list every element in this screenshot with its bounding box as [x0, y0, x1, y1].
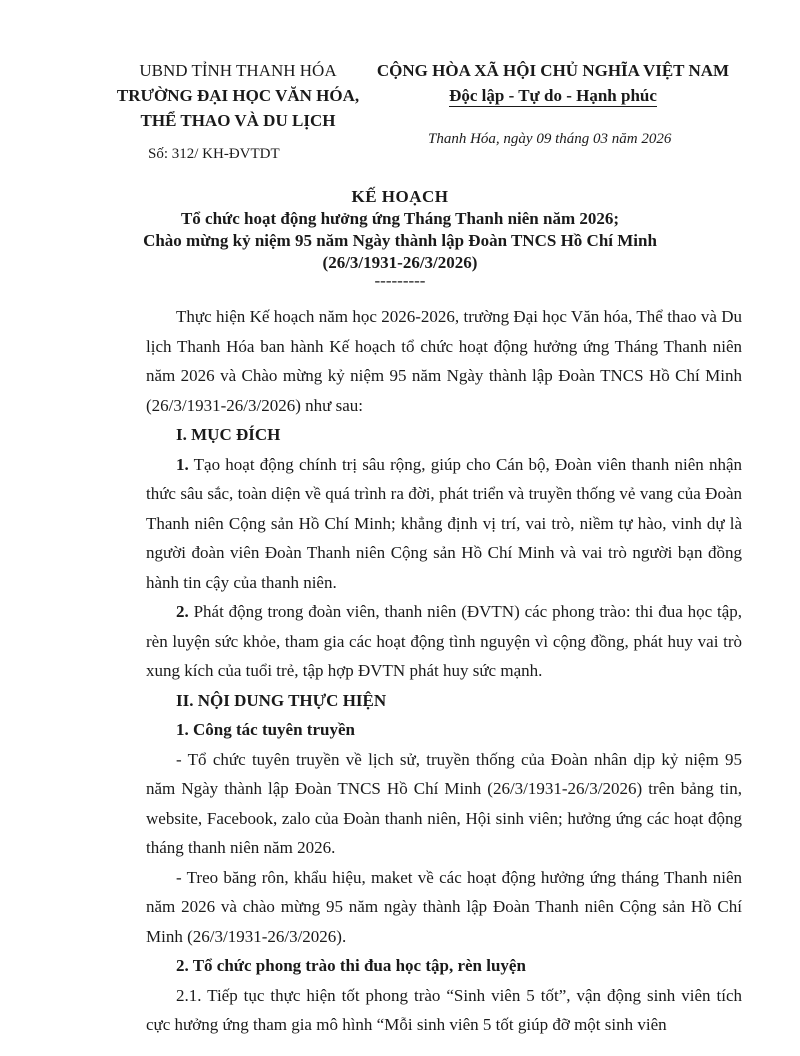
intro-paragraph: Thực hiện Kế hoạch năm học 2026-2026, trường Đại học Văn hóa, Thể thao và Du lịch Thanh Hóa ban hành Kế hoạch tổ chức hoạt động hưởng ứng Tháng Thanh niên năm 2026 và Chào mừng kỷ niệm 95 năm Ngày thành lập Đoàn TNCS Hồ Chí Minh (26/3/1931-26/3/2026) như sau: [146, 307, 742, 415]
paragraph-text: Phát động trong đoàn viên, thanh niên (ĐVTN) các phong trào: thi đua học tập, rèn luyện sức khỏe, tham gia các hoạt động tình nguyện vì cộng đồng, phát huy vai trò xung kích của tuổi trẻ, tập hợp ĐVTN phát huy sức mạnh. [146, 602, 742, 680]
propaganda-paragraph-2: - Treo băng rôn, khẩu hiệu, maket về các hoạt động hưởng ứng tháng Thanh niên năm 2026 và chào mừng 95 năm ngày thành lập Đoàn Thanh niên Cộng sản Hồ Chí Minh (26/3/1931-26/3/2026). [146, 867, 742, 946]
title-separator: --------- [374, 271, 426, 290]
section-heading-purpose: I. MỤC ĐÍCH [176, 425, 281, 444]
place-and-date: Thanh Hóa, ngày 09 tháng 03 năm 2026 [428, 131, 672, 147]
subsection-heading-emulation: 2. Tổ chức phong trào thi đua học tập, rèn luyện [176, 956, 526, 975]
national-motto: Độc lập - Tự do - Hạnh phúc [449, 86, 657, 105]
emulation-paragraph-1: 2.1. Tiếp tục thực hiện tốt phong trào “Sinh viên 5 tốt”, vận động sinh viên tích cực hưởng ứng tham gia mô hình “Mỗi sinh viên 5 tốt giúp đỡ một sinh viên [146, 985, 742, 1034]
title-line-1: Tổ chức hoạt động hưởng ứng Tháng Thanh niên năm 2026; [180, 209, 620, 228]
national-heading-block [368, 58, 738, 108]
paragraph-text: Tạo hoạt động chính trị sâu rộng, giúp cho Cán bộ, Đoàn viên thanh niên nhận thức sâu sắc, toàn diện về quá trình ra đời, phát triển và truyền thống vẻ vang của Đoàn Thanh niên Cộng sản Hồ Chí Minh; khẳng định vị trí, vai trò, niềm tự hào, vinh dự là người đoàn viên Đoàn Thanh niên Cộng sản Hồ Chí Minh và vai trò người bạn đồng hành tin cậy của thanh niên. [146, 454, 742, 592]
propaganda-paragraph-1: - Tổ chức tuyên truyền về lịch sử, truyền thống của Đoàn nhân dịp kỷ niệm 95 năm Ngày thành lập Đoàn TNCS Hồ Chí Minh (26/3/1931-26/3/2026) trên bảng tin, website, Facebook, zalo của Đoàn thanh niên, Hội sinh viên; hưởng ứng các hoạt động tháng thanh niên năm 2026. [146, 749, 742, 857]
paragraph-number: 1. [176, 454, 189, 474]
document-title-block [100, 186, 700, 288]
school-name-line1: TRƯỜNG ĐẠI HỌC VĂN HÓA, [116, 86, 360, 105]
subsection-heading-propaganda: 1. Công tác tuyên truyền [176, 720, 355, 739]
republic-name: CỘNG HÒA XÃ HỘI CHỦ NGHĨA VIỆT NAM [376, 61, 730, 80]
document-number: Số: 312/ KH-ĐVTDT [148, 146, 280, 162]
issuing-authority-block [108, 58, 368, 133]
paragraph-number: 2. [176, 602, 189, 621]
authority-name: UBND TỈNH THANH HÓA [139, 61, 337, 80]
title-line-3: (26/3/1931-26/3/2026) [322, 253, 478, 272]
school-name-line2: THỂ THAO VÀ DU LỊCH [140, 111, 336, 130]
purpose-paragraph-1 [146, 450, 742, 598]
document-type-title: KẾ HOẠCH [351, 187, 449, 206]
purpose-paragraph-2 [146, 597, 742, 686]
document-body [146, 302, 742, 1040]
section-heading-content: II. NỘI DUNG THỰC HIỆN [176, 690, 387, 710]
title-line-2: Chào mừng kỷ niệm 95 năm Ngày thành lập Đoàn TNCS Hồ Chí Minh [143, 231, 657, 250]
